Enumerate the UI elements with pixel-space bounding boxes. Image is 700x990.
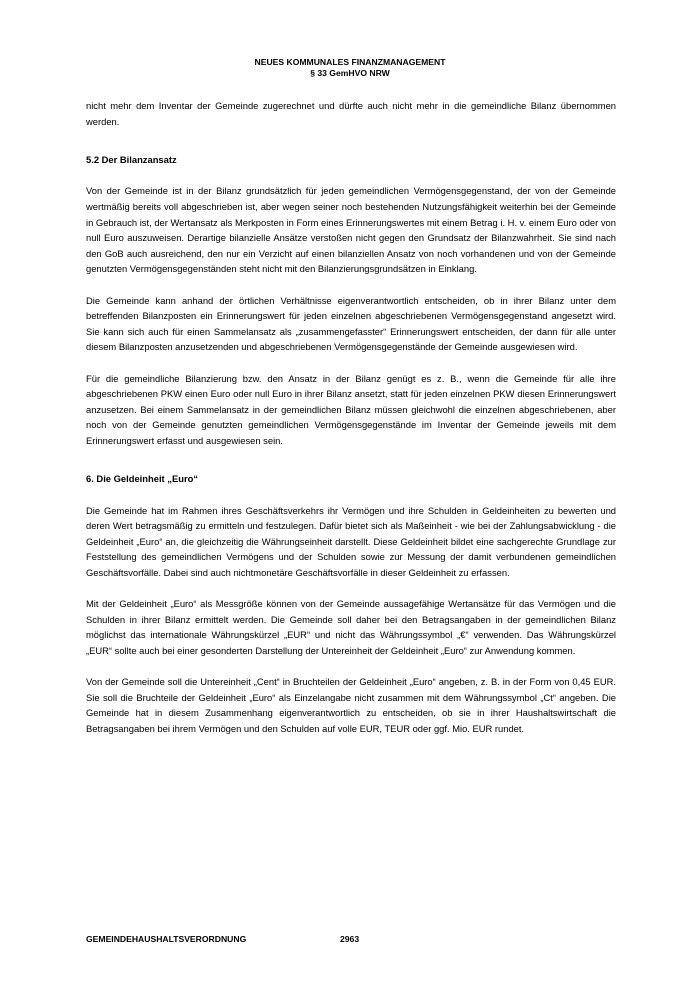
paragraph: Von der Gemeinde ist in der Bilanz grundsätzlich für jeden gemeindlichen Vermögensgegenstand, der von der Gemeinde wertmäßig bereits voll abgeschrieben ist, aber wegen seiner noch bestehenden Nutzungsfähigkeit weiterhin bei der Gemeinde in Gebrauch ist, der Wertansatz als Merkposten in Form eines Erinnerungswertes mit einem Betrag i. H. v. einem Euro oder von null Euro auszuweisen. Derartige bilanzielle Ansätze verstoßen nicht gegen den Grundsatz der Bilanzwahrheit. Sie sind nach den GoB auch ausreichend, den nur ein Verzicht auf einen bilanziellen Ansatz von noch vorhandenen und von der Gemeinde genutzten Vermögensgegenständen steht nicht mit den Bilanzierungsgrundsätzen in Einklang. <box>86 185 616 275</box>
paragraph: Die Gemeinde hat im Rahmen ihres Geschäftsverkehrs ihr Vermögen und ihre Schulden in Geldeinheiten zu bewerten und deren Wert betragsmäßig zu ermitteln und festzulegen. Dafür bietet sich als Maßeinheit - wie bei der Zahlungsabwicklung - die Geldeinheit „Euro“ an, die gleichzeitig die Währungseinheit darstellt. Diese Geldeinheit bildet eine sachgerechte Grundlage zur Feststellung des gemeindlichen Vermögens und der Schulden sowie zur Messung der damit verbundenen gemeindlichen Geschäftsvorfälle. Dabei sind auch nichtmonetäre Geschäftsvorfälle in dieser Geldeinheit zu erfassen. <box>86 504 616 579</box>
header-subtitle: § 33 GemHVO NRW <box>310 67 390 78</box>
paragraph: Für die gemeindliche Bilanzierung bzw. den Ansatz in der Bilanz genügt es z. B., wenn die Gemeinde für alle ihre abgeschriebenen PKW einen Euro oder null Euro in ihrer Bilanz ansetzt, statt für jeden einzelnen PKW diesen Erinnerungswert anzusetzen. Bei einem Sammelansatz in der gemeindlichen Bilanz müssen gleichwohl die einzelnen abgeschriebenen, aber noch von der Gemeinde genutzten gemeindlichen Vermögensgegenstände im Inventar der Gemeinde jeweils mit dem Erinnerungswert erfasst und ausgewiesen sein. <box>86 372 616 446</box>
header-title: NEUES KOMMUNALES FINANZMANAGEMENT <box>254 57 446 67</box>
section-heading-5-2: 5.2 Der Bilanzansatz <box>86 154 177 166</box>
paragraph: Mit der Geldeinheit „Euro“ als Messgröße können von der Gemeinde aussagefähige Wertansätze für das Vermögen und die Schulden in ihrer Bilanz ermittelt werden. Die Gemeinde soll daher bei den Betragsangaben in der gemeindlichen Bilanz möglichst das internationale Währungskürzel „EUR“ und nicht das Währungssymbol „€“ verwenden. Das Währungskürzel „EUR“ sollte auch bei einer gesonderten Darstellung der Untereinheit der Geldeinheit „Euro“ zur Anwendung kommen. <box>86 598 616 656</box>
section-heading-6: 6. Die Geldeinheit „Euro“ <box>86 473 199 485</box>
page-content <box>86 98 616 737</box>
page-number: 2963 <box>340 934 360 944</box>
intro-paragraph: nicht mehr dem Inventar der Gemeinde zugerechnet und dürfte auch nicht mehr in die gemeindliche Bilanz übernommen werden. <box>86 100 616 127</box>
paragraph: Die Gemeinde kann anhand der örtlichen Verhältnisse eigenverantwortlich entscheiden, ob in ihrer Bilanz unter dem betreffenden Bilanzposten ein Erinnerungswert für jeden einzelnen abgeschriebenen Vermögensgegenstand angesetzt wird. Sie kann sich auch für einen Sammelansatz als „zusammengefasster“ Erinnerungswert entscheiden, der dann für alle unter diesem Bilanzposten anzusetzenden und abgeschriebenen Vermögensgegenstände der Gemeinde ausgewiesen wird. <box>86 294 616 353</box>
page-header <box>0 57 700 78</box>
footer-title: GEMEINDEHAUSHALTSVERORDNUNG <box>86 934 247 944</box>
paragraph: Von der Gemeinde soll die Untereinheit „Cent“ in Bruchteilen der Geldeinheit „Euro“ angeben, z. B. in der Form von 0,45 EUR. Sie soll die Bruchteile der Geldeinheit „Euro“ als Einzelangabe nicht zusammen mit dem Währungssymbol „Ct“ angeben. Die Gemeinde hat in diesem Zusammenhang eigenverantwortlich zu entscheiden, ob sie in ihrer Haushaltswirtschaft die Betragsangaben bei ihrem Vermögen und den Schulden auf volle EUR, TEUR oder ggf. Mio. EUR rundet. <box>86 676 616 734</box>
